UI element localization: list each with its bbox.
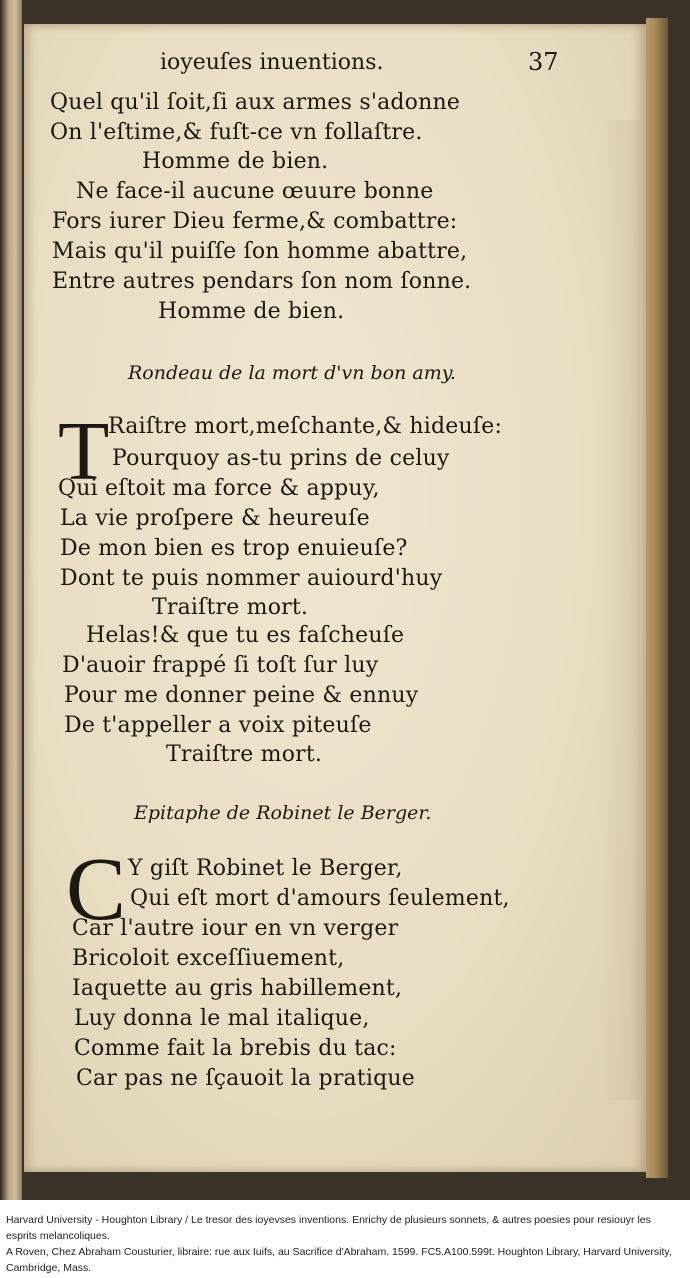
poem-line: Comme fait la brebis du tac: [74, 1036, 397, 1061]
drop-cap: C [66, 840, 127, 939]
poem-line: Helas!& que tu es faſcheuſe [86, 623, 405, 648]
poem-line: Raiſtre mort,meſchante,& hideuſe: [108, 414, 503, 439]
poem-title: Rondeau de la mort d'vn bon amy. [128, 362, 456, 384]
poem-line: De t'appeller a voix piteuſe [64, 713, 372, 738]
folio-number: 37 [528, 48, 559, 76]
running-title: ioyeuſes inuentions. [160, 50, 384, 75]
poem-line: Pourquoy as-tu prins de celuy [112, 446, 450, 471]
poem-line: Y giſt Robinet le Berger, [128, 856, 403, 881]
poem-line: Qui eſt mort d'amours ſeulement, [130, 886, 510, 911]
poem-line: La vie proſpere & heureuſe [60, 506, 370, 531]
caption-title: Harvard University - Houghton Library / Le tresor des ioyevses inventions. Enrichy de plusieurs sonnets, & autres poesies pour resiouyr les esprits melancoliques. [6, 1214, 651, 1242]
poem-line: Car l'autre iour en vn verger [72, 916, 399, 941]
poem-refrain: Homme de bien. [142, 149, 329, 174]
poem-line: Quel qu'il ſoit,ſi aux armes s'adonne [50, 90, 461, 115]
poem-refrain: Traiſtre mort. [152, 595, 309, 620]
poem-line: Qui eſtoit ma force & appuy, [58, 476, 380, 501]
poem-line: Entre autres pendars ſon nom ſonne. [52, 269, 472, 294]
poem-line: Iaquette au gris habillement, [72, 976, 403, 1001]
poem-line: D'auoir frappé ſi toſt ſur luy [62, 653, 379, 678]
drop-cap: T [58, 405, 110, 498]
poem-refrain: Homme de bien. [158, 299, 345, 324]
caption-imprint: A Roven, Chez Abraham Cousturier, libraire: rue aux Iuifs, au Sacrifice d'Abraham. 1599. FC5.A100.599t. Houghton Library, Harvard University, Cambridge, Mass. [6, 1246, 672, 1274]
poem-refrain: Traiſtre mort. [166, 742, 323, 767]
poem-line: Bricoloit exceſſiuement, [72, 946, 345, 971]
previous-page-edge [0, 0, 22, 1200]
poem-line: Luy donna le mal italique, [74, 1006, 370, 1031]
poem-line: De mon bien es trop enuieuſe? [60, 536, 408, 561]
poem-line: Dont te puis nommer auiourd'huy [60, 566, 443, 591]
page-edge [646, 18, 668, 1178]
poem-line: Fors iurer Dieu ferme,& combattre: [52, 209, 458, 234]
show-through [600, 120, 640, 1100]
poem-line: Ne face-il aucune œuure bonne [76, 179, 434, 204]
poem-title: Epitaphe de Robinet le Berger. [134, 802, 432, 824]
poem-line: Mais qu'il puiſſe ſon homme abattre, [52, 239, 468, 264]
poem-line: Car pas ne ſçauoit la pratique [76, 1066, 415, 1091]
poem-line: Pour me donner peine & ennuy [64, 683, 419, 708]
poem-line: On l'eſtime,& fuſt-ce vn follaſtre. [50, 120, 423, 145]
